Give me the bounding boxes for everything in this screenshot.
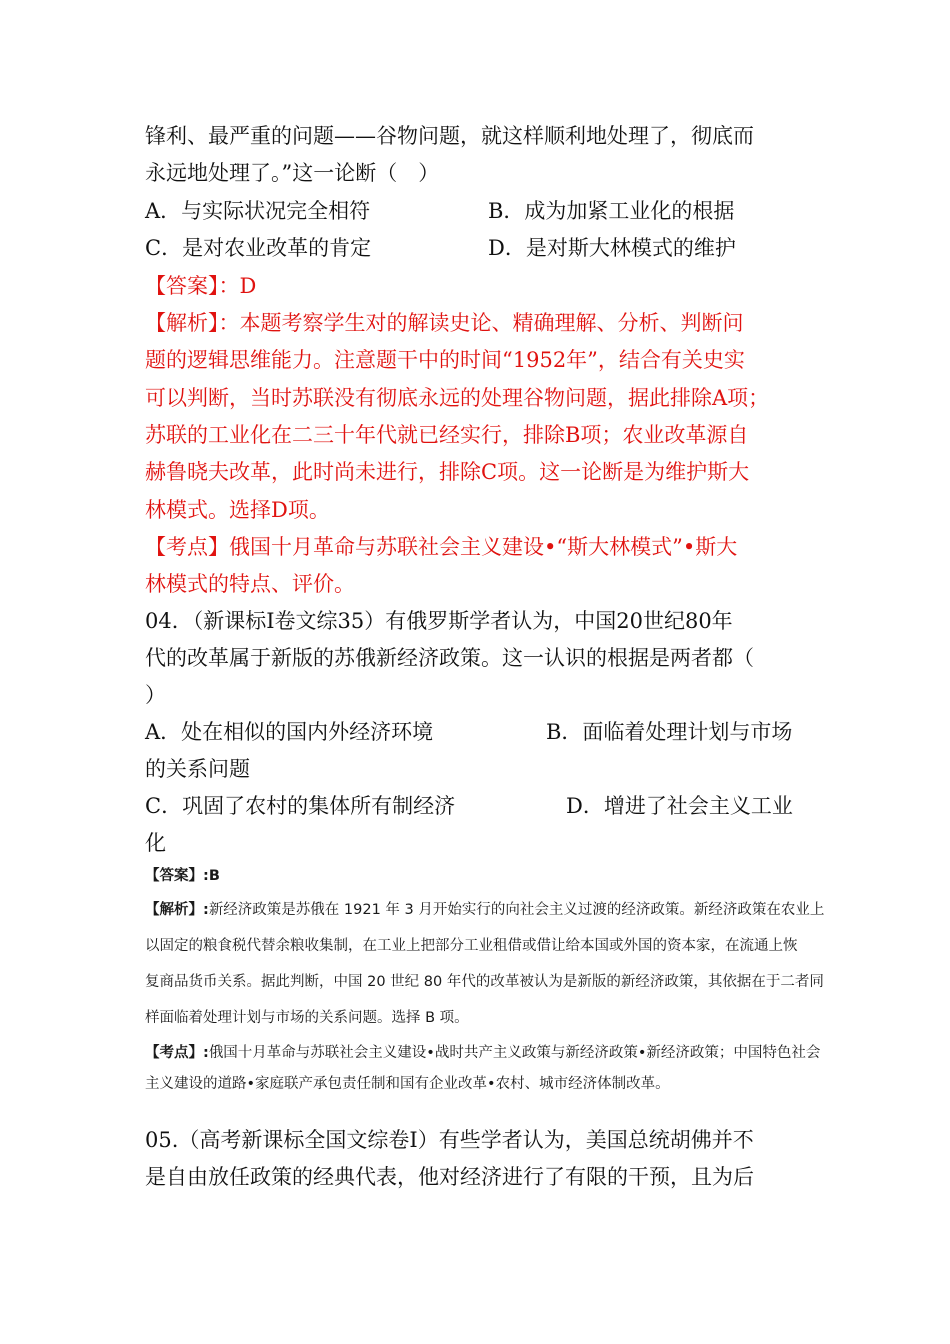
q04-option-b-continued: 的关系问题 [145, 757, 250, 781]
q04-analysis-line: 样面临着处理计划与市场的关系问题。选择 B 项。 [145, 1010, 469, 1026]
q03-option-a: A．与实际状况完全相符 [145, 199, 371, 223]
q04-answer-label: 【答案】: [145, 868, 209, 884]
q04-option-d-continued: 化 [145, 831, 166, 855]
q03-analysis-line: 【解析】：本题考察学生对的解读史论、精确理解、分析、判断问 [145, 311, 744, 335]
q04-stem-line: 04．（新课标Ⅰ卷文综35）有俄罗斯学者认为，中国20世纪80年 [145, 609, 733, 633]
q03-option-b: B．成为加紧工业化的根据 [488, 199, 735, 223]
q04-point-line: 主义建设的道路•家庭联产承包责任制和国有企业改革•农村、城市经济体制改革。 [145, 1076, 670, 1092]
q04-analysis-label: 【解析】: [145, 902, 209, 918]
q04-analysis-line: 以固定的粮食税代替余粮收集制，在工业上把部分工业租借或借让给本国或外国的资本家，在流通上恢 [145, 938, 798, 954]
q04-point-label: 【考点】: [145, 1045, 209, 1061]
q04-stem-line: ） [145, 683, 166, 707]
q04-analysis-text: 新经济政策是苏俄在 1921 年 3 月开始实行的向社会主义过渡的经济政策。新经济政策在农业上 [208, 902, 825, 918]
q03-answer: 【答案】：D [145, 274, 257, 298]
q03-analysis-line: 苏联的工业化在二三十年代就已经实行，排除B项；农业改革源自 [145, 423, 749, 447]
q03-analysis-line: 赫鲁晓夫改革，此时尚未进行，排除C项。这一论断是为维护斯大 [145, 460, 750, 484]
q03-option-c: C．是对农业改革的肯定 [145, 236, 372, 260]
q04-analysis-line: 复商品货币关系。据此判断，中国 20 世纪 80 年代的改革被认为是新版的新经济政策，其依据在于二者同 [145, 974, 824, 990]
q04-point-line [145, 1043, 820, 1063]
q04-answer [145, 866, 220, 886]
q04-point-text: 俄国十月革命与苏联社会主义建设•战时共产主义政策与新经济政策•新经济政策；中国特色社会 [208, 1045, 821, 1061]
q03-stem-line-2: 永远地处理了。”这一论断（ ） [145, 161, 440, 185]
q03-analysis-line: 林模式。选择D项。 [145, 498, 330, 522]
q03-stem-line-1: 锋利、最严重的问题——谷物问题，就这样顺利地处理了，彻底而 [145, 124, 754, 148]
q04-option-d: D．增进了社会主义工业 [566, 794, 793, 818]
q03-point-line: 【考点】俄国十月革命与苏联社会主义建设•“斯大林模式”•斯大 [145, 535, 738, 559]
q03-point-line: 林模式的特点、评价。 [145, 572, 355, 596]
q04-option-b: B．面临着处理计划与市场 [546, 720, 793, 744]
q03-analysis-line: 题的逻辑思维能力。注意题干中的时间“1952年”，结合有关史实 [145, 348, 745, 372]
q05-stem-line: 05.（高考新课标全国文综卷Ⅰ）有些学者认为，美国总统胡佛并不 [145, 1128, 754, 1152]
q04-answer-value: B [208, 868, 220, 884]
q04-stem-line: 代的改革属于新版的苏俄新经济政策。这一认识的根据是两者都（ [145, 646, 754, 670]
q04-option-c: C．巩固了农村的集体所有制经济 [145, 794, 456, 818]
q03-option-d: D．是对斯大林模式的维护 [488, 236, 736, 260]
q04-analysis-line [145, 900, 824, 920]
q05-stem-line: 是自由放任政策的经典代表，他对经济进行了有限的干预，且为后 [145, 1165, 754, 1189]
q03-analysis-line: 可以判断，当时苏联没有彻底永远的处理谷物问题，据此排除A项； [145, 386, 770, 410]
q04-option-a: A．处在相似的国内外经济环境 [145, 720, 434, 744]
